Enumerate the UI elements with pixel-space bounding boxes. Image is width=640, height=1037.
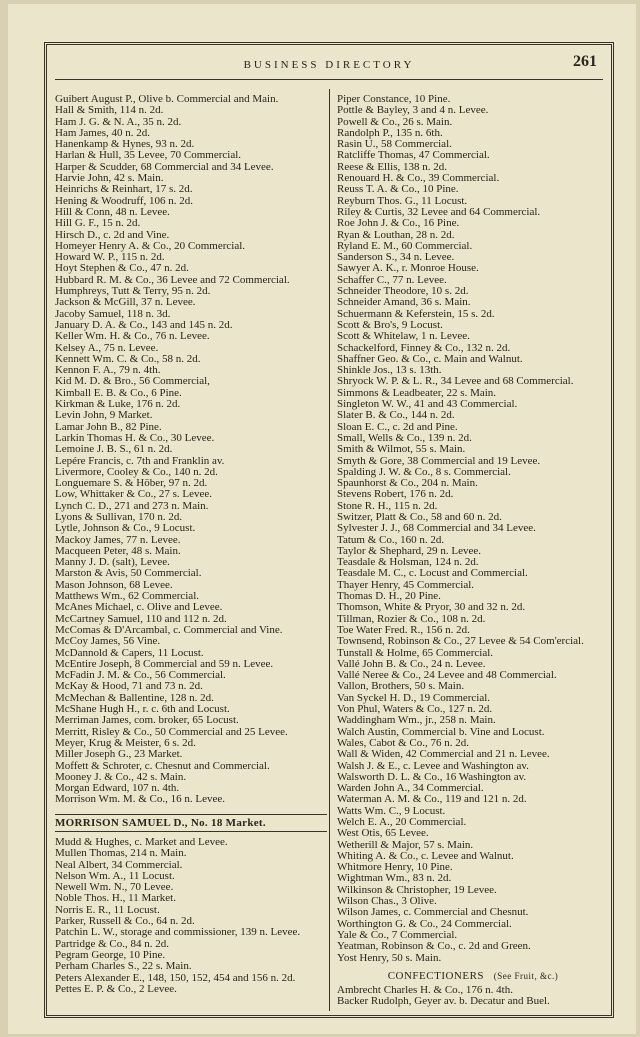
directory-entry: Low, Whittaker & Co., 27 s. Levee.	[55, 488, 213, 501]
directory-entry: Nelson Wm. A., 11 Locust.	[55, 869, 175, 882]
directory-entry: McFadin J. M. & Co., 56 Commercial.	[55, 669, 226, 682]
directory-entry: Worthington G. & Co., 24 Commercial.	[337, 917, 512, 930]
page-number: 261	[573, 53, 597, 70]
directory-entry: Ambrecht Charles H. & Co., 176 n. 4th.	[337, 984, 513, 997]
directory-entry: Yeatman, Robinson & Co., c. 2d and Green.	[337, 940, 531, 953]
directory-entry: Ryan & Louthan, 28 n. 2d.	[337, 228, 455, 241]
directory-entry: January D. A. & Co., 143 and 145 n. 2d.	[55, 318, 233, 331]
directory-entry: Whitmore Henry, 10 Pine.	[337, 861, 453, 874]
directory-entry: Kennett Wm. C. & Co., 58 n. 2d.	[55, 352, 201, 365]
directory-entry: Roe John J. & Co., 16 Pine.	[337, 217, 460, 230]
directory-entry: Slater B. & Co., 144 n. 2d.	[337, 409, 455, 422]
directory-entry: Ham James, 40 n. 2d.	[55, 126, 151, 139]
directory-entry: Vallon, Brothers, 50 s. Main.	[337, 680, 465, 693]
directory-entry: McCartney Samuel, 110 and 112 n. 2d.	[55, 612, 227, 625]
directory-entry: Piper Constance, 10 Pine.	[337, 93, 451, 105]
directory-entry: Matthews Wm., 62 Commercial.	[55, 590, 199, 603]
column-divider	[329, 89, 330, 1011]
directory-entry: Pettes E. P. & Co., 2 Levee.	[55, 982, 177, 995]
directory-entry: Small, Wells & Co., 139 n. 2d.	[337, 431, 472, 444]
directory-entry: Ratcliffe Thomas, 47 Commercial.	[337, 149, 490, 162]
directory-entry: Yale & Co., 7 Commercial.	[337, 928, 458, 941]
directory-entry: Sanderson S., 34 n. Levee.	[337, 251, 455, 264]
directory-entry: McDannold & Capers, 11 Locust.	[55, 646, 204, 659]
directory-entry: Newell Wm. N., 70 Levee.	[55, 881, 174, 894]
directory-entry: Meyer, Krug & Meister, 6 s. 2d.	[55, 736, 196, 749]
directory-entry: Schneider Theodore, 10 s. 2d.	[337, 285, 469, 298]
directory-entry: Schackelford, Finney & Co., 132 n. 2d.	[337, 341, 511, 354]
directory-entry: McMechan & Ballentine, 128 n. 2d.	[55, 691, 214, 704]
directory-entry: Watts Wm. C., 9 Locust.	[337, 804, 446, 817]
directory-entry: Larkin Thomas H. & Co., 30 Levee.	[55, 431, 215, 444]
directory-entry: Sawyer A. K., r. Monroe House.	[337, 262, 479, 275]
directory-entry: Mackoy James, 77 n. Levee.	[55, 533, 181, 546]
directory-entry: Keller Wm. H. & Co., 76 n. Levee.	[55, 330, 210, 343]
directory-entry: McAnes Michael, c. Olive and Levee.	[55, 601, 223, 614]
directory-entry: Stevens Robert, 176 n. 2d.	[337, 488, 454, 501]
confectioners-entry-list	[337, 985, 609, 1008]
directory-entry: Sloan E. C., c. 2d and Pine.	[337, 420, 458, 433]
directory-entry: Tatum & Co., 160 n. 2d.	[337, 533, 445, 546]
directory-entry: Ham J. G. & N. A., 35 n. 2d.	[55, 115, 182, 128]
directory-entry: Merriman James, com. broker, 65 Locust.	[55, 714, 239, 727]
directory-entry: Reese & Ellis, 138 n. 2d.	[337, 160, 447, 173]
directory-entry: Warden John A., 34 Commercial.	[337, 782, 484, 795]
directory-entry: Stone R. H., 115 n. 2d.	[337, 499, 438, 512]
directory-entry: Lytle, Johnson & Co., 9 Locust.	[55, 522, 196, 535]
directory-entry: Harlan & Hull, 35 Levee, 70 Commercial.	[55, 149, 242, 162]
directory-entry: Marston & Avis, 50 Commercial.	[55, 567, 202, 580]
directory-entry: Scott & Whitelaw, 1 n. Levee.	[337, 330, 470, 343]
directory-entry: Hening & Woodruff, 106 n. 2d.	[55, 194, 194, 207]
directory-entry: Pottle & Bayley, 3 and 4 n. Levee.	[337, 104, 489, 117]
directory-entry: Macqueen Peter, 48 s. Main.	[55, 544, 181, 557]
directory-entry: Moffett & Schroter, c. Chesnut and Commercial.	[55, 759, 270, 772]
directory-entry: Shryock W. P. & L. R., 34 Levee and 68 Commercial.	[337, 375, 574, 388]
directory-entry: Jackson & McGill, 37 n. Levee.	[55, 296, 196, 309]
confectioners-heading	[337, 971, 609, 982]
directory-entry: Reuss T. A. & Co., 10 Pine.	[337, 183, 459, 196]
directory-entry: Shaffner Geo. & Co., c. Main and Walnut.	[337, 352, 523, 365]
directory-entry: Wetherill & Major, 57 s. Main.	[337, 838, 474, 851]
directory-entry: Yost Henry, 50 s. Main.	[337, 951, 442, 964]
directory-entry: Livermore, Cooley & Co., 140 n. 2d.	[55, 465, 218, 478]
directory-entry: Rasin U., 58 Commercial.	[337, 138, 452, 151]
directory-entry: Wall & Widen, 42 Commercial and 21 n. Levee.	[337, 748, 550, 761]
directory-entry: Walsh J. & E., c. Levee and Washington av.	[337, 759, 529, 772]
directory-entry: Noble Thos. H., 11 Market.	[55, 892, 176, 905]
directory-entry: Kelsey A., 75 n. Levee.	[55, 341, 159, 354]
header-rule	[55, 79, 603, 80]
directory-entry: Kimball E. B. & Co., 6 Pine.	[55, 386, 182, 399]
directory-entry: Neal Albert, 34 Commercial.	[55, 858, 183, 871]
directory-entry: Walch Austin, Commercial b. Vine and Locust.	[337, 725, 545, 738]
directory-entry: West Otis, 65 Levee.	[337, 827, 429, 840]
directory-entry: Heinrichs & Reinhart, 17 s. 2d.	[55, 183, 193, 196]
directory-entry: Waterman A. M. & Co., 119 and 121 n. 2d.	[337, 793, 527, 806]
directory-entry: Wales, Cabot & Co., 76 n. 2d.	[337, 736, 470, 749]
directory-entry: Von Phul, Waters & Co., 127 n. 2d.	[337, 703, 493, 716]
see-also-note: (See Fruit, &c.)	[493, 970, 559, 981]
featured-entry: MORRISON SAMUEL D., No. 18 Market.	[55, 814, 327, 832]
directory-entry: Smith & Wilmot, 55 s. Main.	[337, 443, 466, 456]
directory-entry: Wightman Wm., 83 n. 2d.	[337, 872, 452, 885]
directory-entry: Vallé John B. & Co., 24 n. Levee.	[337, 657, 486, 670]
directory-entry: Mason Johnson, 68 Levee.	[55, 578, 173, 591]
directory-entry: McComas & D'Arcambal, c. Commercial and Vine.	[55, 623, 283, 636]
directory-entry: Norris E. R., 11 Locust.	[55, 903, 160, 916]
directory-entry: Riley & Curtis, 32 Levee and 64 Commercial.	[337, 205, 541, 218]
directory-entry: Perham Charles S., 22 s. Main.	[55, 960, 192, 973]
directory-entry: Renouard H. & Co., 39 Commercial.	[337, 172, 500, 185]
directory-entry: Mudd & Hughes, c. Market and Levee.	[55, 836, 228, 848]
directory-entry: Spaunhorst & Co., 204 n. Main.	[337, 477, 478, 490]
directory-entry: Patchin L. W., storage and commissioner, 139 n. Levee.	[55, 926, 301, 939]
directory-entry: Longuemare S. & Höber, 97 n. 2d.	[55, 477, 208, 490]
left-entry-list-continued	[55, 837, 327, 995]
directory-entry: Lyons & Sullivan, 170 n. 2d.	[55, 510, 183, 523]
directory-entry: Partridge & Co., 84 n. 2d.	[55, 937, 169, 950]
directory-entry: Jacoby Samuel, 118 n. 3d.	[55, 307, 171, 320]
directory-entry: Smyth & Gore, 38 Commercial and 19 Levee.	[337, 454, 541, 467]
directory-entry: Lynch C. D., 271 and 273 n. Main.	[55, 499, 209, 512]
left-column	[55, 94, 327, 995]
directory-entry: McShane Hugh H., r. c. 6th and Locust.	[55, 703, 230, 716]
directory-page	[8, 4, 636, 1034]
directory-entry: Hill G. F., 15 n. 2d.	[55, 217, 141, 230]
directory-entry: Ryland E. M., 60 Commercial.	[337, 239, 473, 252]
directory-entry: Lepére Francis, c. 7th and Franklin av.	[55, 454, 225, 467]
directory-entry: Scott & Bro's, 9 Locust.	[337, 318, 443, 331]
directory-entry: Wilkinson & Christopher, 19 Levee.	[337, 883, 497, 896]
directory-entry: Taylor & Shephard, 29 n. Levee.	[337, 544, 482, 557]
directory-entry: Thayer Henry, 45 Commercial.	[337, 578, 475, 591]
directory-entry: Thomas D. H., 20 Pine.	[337, 590, 441, 603]
directory-entry: Merritt, Risley & Co., 50 Commercial and 25 Levee.	[55, 725, 288, 738]
section-title: CONFECTIONERS	[387, 969, 485, 982]
directory-entry: Lemoine J. B. S., 61 n. 2d.	[55, 443, 173, 456]
directory-entry: Simmons & Leadbeater, 22 s. Main.	[337, 386, 497, 399]
directory-entry: Schneider Amand, 36 s. Main.	[337, 296, 471, 309]
directory-entry: Pegram George, 10 Pine.	[55, 948, 166, 961]
directory-entry: Schuermann & Keferstein, 15 s. 2d.	[337, 307, 495, 320]
directory-entry: Harper & Scudder, 68 Commercial and 34 Levee.	[55, 160, 274, 173]
directory-entry: Reyburn Thos. G., 11 Locust.	[337, 194, 468, 207]
directory-entry: Guibert August P., Olive b. Commercial and Main.	[55, 93, 279, 105]
directory-entry: Levin John, 9 Market.	[55, 409, 153, 422]
directory-entry: Hanenkamp & Hynes, 93 n. 2d.	[55, 138, 195, 151]
directory-entry: Welch E. A., 20 Commercial.	[337, 816, 467, 828]
right-column	[337, 94, 609, 1008]
directory-entry: McEntire Joseph, 8 Commercial and 59 n. Levee.	[55, 657, 274, 670]
directory-entry: Hirsch D., c. 2d and Vine.	[55, 228, 170, 241]
directory-entry: Van Syckel H. D., 19 Commercial.	[337, 691, 491, 704]
directory-entry: Whiting A. & Co., c. Levee and Walnut.	[337, 849, 514, 862]
directory-entry: Morrison Wm. M. & Co., 16 n. Levee.	[55, 793, 225, 806]
directory-entry: Kirkman & Luke, 176 n. 2d.	[55, 398, 181, 411]
directory-entry: Kennon F. A., 79 n. 4th.	[55, 364, 161, 377]
directory-entry: Spalding J. W. & Co., 8 s. Commercial.	[337, 465, 511, 478]
directory-entry: Kid M. D. & Bro., 56 Commercial,	[55, 375, 210, 388]
directory-entry: Hubbard R. M. & Co., 36 Levee and 72 Commercial.	[55, 273, 290, 286]
directory-entry: Morgan Edward, 107 n. 4th.	[55, 782, 180, 795]
directory-entry: Peters Alexander E., 148, 150, 152, 454 and 156 n. 2d.	[55, 971, 296, 984]
directory-entry: Parker, Russell & Co., 64 n. 2d.	[55, 915, 195, 928]
directory-entry: Teasdale & Holsman, 124 n. 2d.	[337, 556, 479, 569]
directory-entry: Wilson Chas., 3 Olive.	[337, 895, 437, 908]
directory-entry: Harvie John, 42 s. Main.	[55, 172, 164, 185]
directory-entry: Thomson, White & Pryor, 30 and 32 n. 2d.	[337, 601, 526, 614]
directory-entry: Mullen Thomas, 214 n. Main.	[55, 847, 187, 860]
directory-entry: Waddingham Wm., jr., 258 n. Main.	[337, 714, 496, 727]
directory-entry: Backer Rudolph, Geyer av. b. Decatur and Buel.	[337, 995, 550, 1008]
directory-entry: Vallé Neree & Co., 24 Levee and 48 Commercial.	[337, 669, 557, 682]
directory-entry: Manny J. D. (salt), Levee.	[55, 556, 170, 569]
directory-entry: Hill & Conn, 48 n. Levee.	[55, 205, 170, 218]
directory-entry: Humphreys, Tutt & Terry, 95 n. 2d.	[55, 285, 211, 298]
directory-entry: Tillman, Rozier & Co., 108 n. 2d.	[337, 612, 486, 625]
directory-entry: Teasdale M. C., c. Locust and Commercial.	[337, 567, 528, 580]
directory-entry: Switzer, Platt & Co., 58 and 60 n. 2d.	[337, 510, 502, 523]
directory-entry: Singleton W. W., 41 and 43 Commercial.	[337, 398, 518, 411]
directory-entry: Shinkle Jos., 13 s. 13th.	[337, 364, 442, 377]
directory-entry: Walsworth D. L. & Co., 16 Washington av.	[337, 770, 527, 783]
directory-entry: Townsend, Robinson & Co., 27 Levee & 54 Com'ercial.	[337, 635, 584, 648]
directory-entry: McCoy James, 56 Vine.	[55, 635, 161, 648]
directory-entry: Powell & Co., 26 s. Main.	[337, 115, 453, 128]
directory-entry: Tunstall & Holme, 65 Commercial.	[337, 646, 494, 659]
directory-entry: Schaffer C., 77 n. Levee.	[337, 273, 447, 286]
directory-entry: Homeyer Henry A. & Co., 20 Commercial.	[55, 239, 246, 252]
directory-entry: Miller Joseph G., 23 Market.	[55, 748, 183, 761]
page-border	[44, 42, 614, 1018]
directory-entry: Hoyt Stephen & Co., 47 n. 2d.	[55, 262, 189, 275]
running-header: BUSINESS DIRECTORY	[243, 59, 415, 71]
left-entry-list	[55, 94, 327, 806]
directory-entry: Howard W. P., 115 n. 2d.	[55, 251, 165, 264]
right-entry-list	[337, 94, 609, 964]
directory-entry: Hall & Smith, 114 n. 2d.	[55, 104, 164, 117]
directory-entry: Toe Water Fred. R., 156 n. 2d.	[337, 623, 470, 636]
directory-entry: McKay & Hood, 71 and 73 n. 2d.	[55, 680, 203, 693]
directory-entry: Lamar John B., 82 Pine.	[55, 420, 162, 433]
directory-entry: Sylvester J. J., 68 Commercial and 34 Levee.	[337, 522, 536, 535]
directory-entry: Wilson James, c. Commercial and Chesnut.	[337, 906, 529, 919]
directory-entry: Mooney J. & Co., 42 s. Main.	[55, 770, 187, 783]
directory-entry: Randolph P., 135 n. 6th.	[337, 126, 443, 139]
